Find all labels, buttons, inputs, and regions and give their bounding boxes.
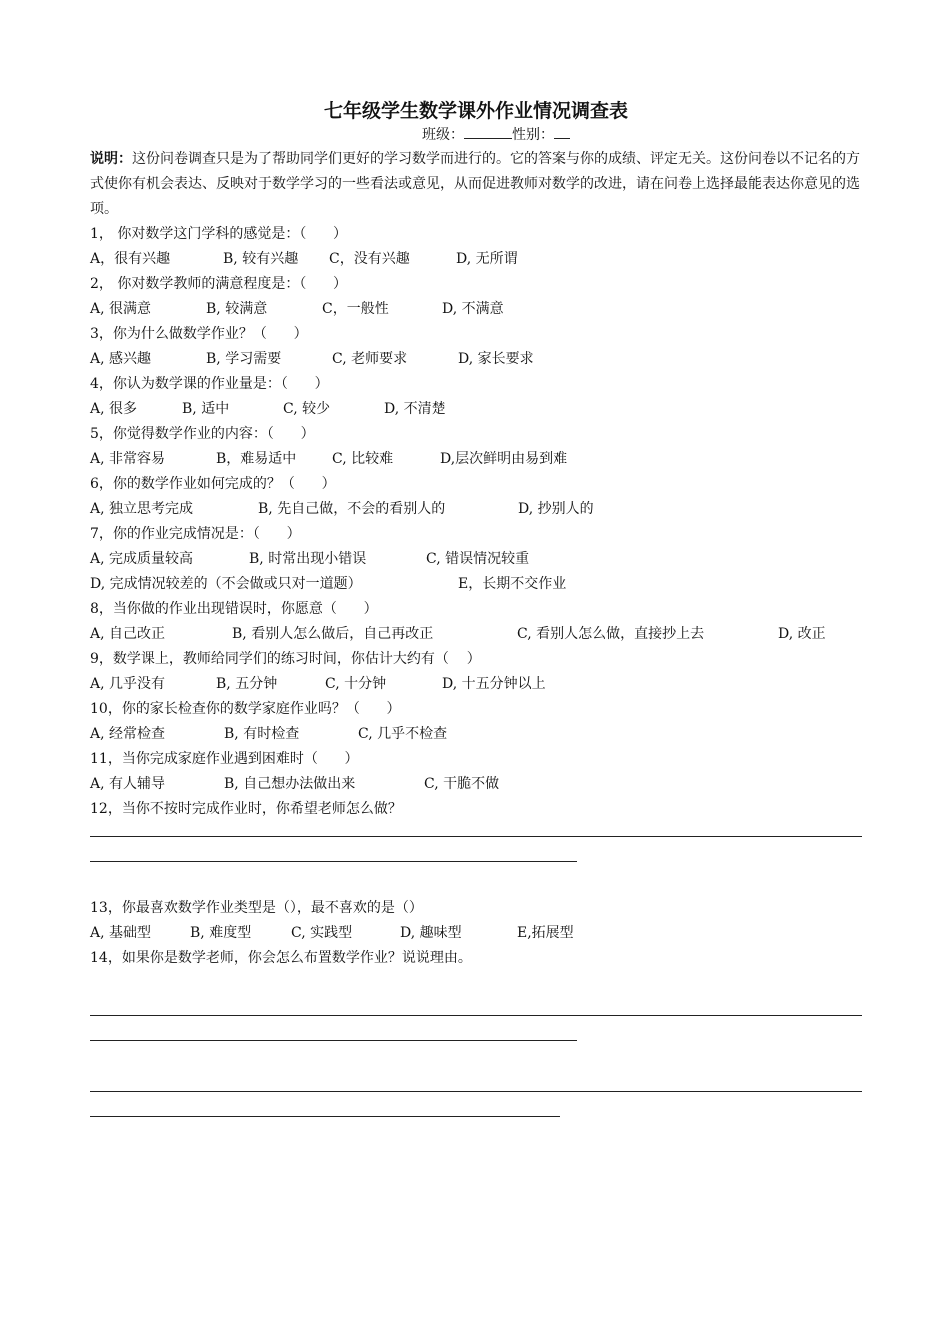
spacer	[90, 1053, 862, 1079]
answer-area-q12-2	[90, 847, 862, 872]
option[interactable]: B, 较满意	[206, 301, 268, 317]
option[interactable]: B, 有时检查	[224, 726, 300, 742]
option[interactable]: A, 独立思考完成	[90, 501, 194, 517]
option[interactable]: A, 感兴趣	[90, 351, 152, 367]
option[interactable]: C, 几乎不检查	[358, 726, 448, 742]
class-label: 班级：	[422, 127, 464, 143]
question-12: 12，当你不按时完成作业时，你希望老师怎么做？	[90, 801, 402, 817]
options-q2	[90, 297, 862, 322]
question-9: 9，数学课上，教师给同学们的练习时间，你估计大约有（ ）	[90, 651, 481, 667]
option[interactable]: D, 十五分钟以上	[442, 676, 546, 692]
option[interactable]: C，没有兴趣	[329, 251, 410, 267]
options-q7-row1	[90, 547, 862, 572]
options-q10	[90, 722, 862, 747]
question-11: 11，当你完成家庭作业遇到困难时（ ）	[90, 751, 359, 767]
option[interactable]: A, 很满意	[90, 301, 152, 317]
option[interactable]: A, 几乎没有	[90, 676, 166, 692]
option[interactable]: C, 看别人怎么做，直接抄上去	[517, 626, 705, 642]
option[interactable]: C, 十分钟	[325, 676, 387, 692]
option[interactable]: A, 基础型	[90, 925, 152, 941]
option[interactable]: C, 干脆不做	[424, 776, 500, 792]
question-6: 6，你的数学作业如何完成的？（ ）	[90, 476, 336, 492]
option[interactable]: C, 较少	[283, 401, 331, 417]
option[interactable]: B, 学习需要	[206, 351, 282, 367]
option[interactable]: C，一般性	[322, 301, 389, 317]
question-2: 2， 你对数学教师的满意程度是：（ ）	[90, 276, 348, 292]
answer-area-q14-4	[90, 1104, 862, 1129]
question-3: 3，你为什么做数学作业？（ ）	[90, 326, 308, 342]
intro-label: 说明：	[90, 151, 132, 167]
page-title: 七年级学生数学课外作业情况调查表	[323, 100, 628, 122]
answer-area-q12[interactable]	[90, 822, 862, 847]
option[interactable]: A, 有人辅导	[90, 776, 166, 792]
option[interactable]: B，难易适中	[216, 451, 297, 467]
option[interactable]: D, 改正	[778, 626, 826, 642]
option[interactable]: A, 自己改正	[90, 626, 166, 642]
options-q1	[90, 247, 862, 272]
option[interactable]: B, 五分钟	[216, 676, 278, 692]
options-q3	[90, 347, 862, 372]
class-gender-line	[130, 124, 862, 146]
intro-paragraph	[90, 147, 862, 222]
survey-page	[90, 98, 862, 1129]
option[interactable]: D, 完成情况较差的（不会做或只对一道题）	[90, 576, 362, 592]
option[interactable]: B, 适中	[182, 401, 230, 417]
option[interactable]: B, 自己想办法做出来	[224, 776, 356, 792]
option[interactable]: C, 老师要求	[332, 351, 408, 367]
answer-area-q14[interactable]	[90, 1003, 862, 1028]
question-13: 13，你最喜欢数学作业类型是（），最不喜欢的是（）	[90, 900, 423, 916]
answer-line	[90, 1091, 862, 1092]
option[interactable]: C, 比较难	[332, 451, 394, 467]
gender-blank[interactable]	[554, 124, 570, 139]
option[interactable]: B, 看别人怎么做后，自己再改正	[232, 626, 434, 642]
answer-line	[90, 861, 577, 862]
option[interactable]: C, 实践型	[291, 925, 353, 941]
answer-line	[90, 836, 862, 837]
option[interactable]: C, 错误情况较重	[426, 551, 530, 567]
option[interactable]: D, 抄别人的	[518, 501, 594, 517]
question-4: 4，你认为数学课的作业量是：（ ）	[90, 376, 329, 392]
question-5: 5，你觉得数学作业的内容：（ ）	[90, 426, 315, 442]
option[interactable]: D, 无所谓	[456, 251, 518, 267]
answer-line	[90, 1040, 577, 1041]
question-8: 8，当你做的作业出现错误时，你愿意（ ）	[90, 601, 378, 617]
options-q5	[90, 447, 862, 472]
option[interactable]: B, 时常出现小错误	[249, 551, 367, 567]
answer-area-q14-3[interactable]	[90, 1079, 862, 1104]
option[interactable]: A，很有兴趣	[90, 251, 171, 267]
question-10: 10，你的家长检查你的数学家庭作业吗？（ ）	[90, 701, 401, 717]
spacer	[90, 872, 862, 896]
options-q9	[90, 672, 862, 697]
answer-line	[90, 1015, 862, 1016]
option[interactable]: B, 先自己做，不会的看别人的	[258, 501, 446, 517]
option[interactable]: D, 趣味型	[400, 925, 462, 941]
option[interactable]: A, 完成质量较高	[90, 551, 194, 567]
options-q7-row2	[90, 572, 862, 597]
option[interactable]: A, 非常容易	[90, 451, 166, 467]
option[interactable]: A, 经常检查	[90, 726, 166, 742]
option[interactable]: E,拓展型	[517, 925, 574, 941]
option[interactable]: D,层次鲜明由易到难	[440, 451, 568, 467]
option[interactable]: D, 家长要求	[458, 351, 534, 367]
intro-text: 这份问卷调查只是为了帮助同学们更好的学习数学而进行的。它的答案与你的成绩、评定无关。这份问卷以不记名的方式使你有机会表达、反映对于数学学习的一些看法或意见，从而促进教师对数学的改进，请在问卷上选择最能表达你意见的选项。	[90, 151, 860, 217]
options-q4	[90, 397, 862, 422]
options-q8	[90, 622, 862, 647]
gender-label: 性别：	[512, 127, 554, 143]
answer-area-q14-2	[90, 1028, 862, 1053]
question-1: 1， 你对数学这门学科的感觉是：（ ）	[90, 226, 348, 242]
option[interactable]: D, 不清楚	[384, 401, 446, 417]
question-14: 14，如果你是数学老师，你会怎么布置数学作业？说说理由。	[90, 950, 472, 966]
option[interactable]: A, 很多	[90, 401, 138, 417]
options-q13	[90, 921, 862, 946]
class-blank[interactable]	[464, 124, 512, 139]
option[interactable]: D, 不满意	[442, 301, 504, 317]
question-7: 7，你的作业完成情况是：（ ）	[90, 526, 301, 542]
option[interactable]: B, 难度型	[190, 925, 252, 941]
options-q11	[90, 772, 862, 797]
answer-line	[90, 1116, 560, 1117]
spacer	[90, 971, 862, 1003]
option[interactable]: E，长期不交作业	[458, 576, 567, 592]
option[interactable]: B, 较有兴趣	[223, 251, 299, 267]
options-q6	[90, 497, 862, 522]
